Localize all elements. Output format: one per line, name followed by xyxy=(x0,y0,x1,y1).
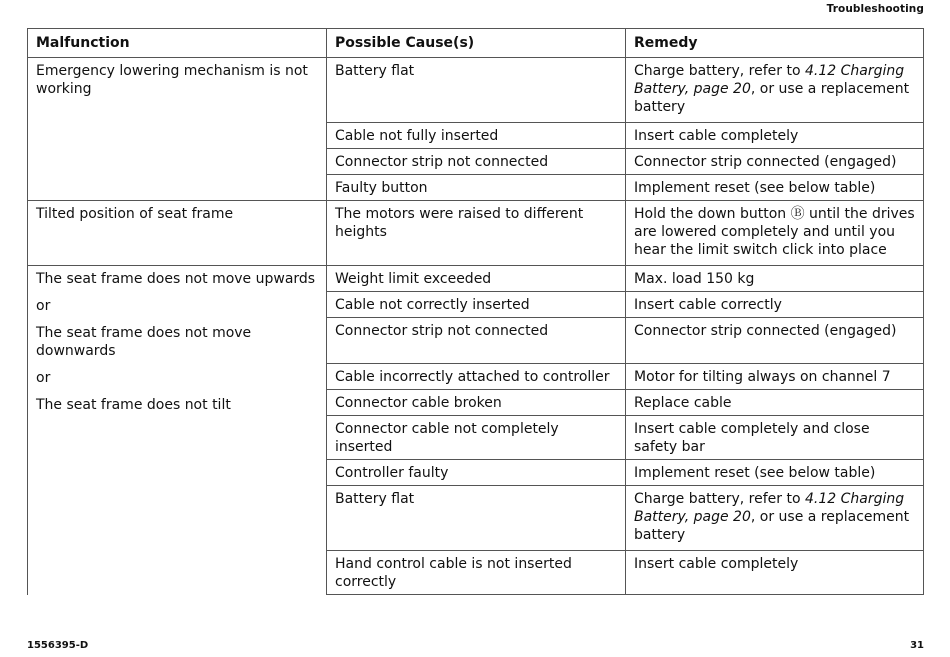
malfunction-cell xyxy=(28,58,327,201)
cause-cell: Battery flat xyxy=(327,58,626,123)
remedy-cell: Charge battery, refer to 4.12 Charging Battery, page 20, or use a replacement battery xyxy=(626,58,924,123)
cause-cell: Cable incorrectly attached to controller xyxy=(327,364,626,390)
column-header-causes: Possible Cause(s) xyxy=(327,29,626,58)
cause-cell: Battery flat xyxy=(327,486,626,551)
cause-cell: Connector cable not completely inserted xyxy=(327,416,626,460)
remedy-cell: Insert cable correctly xyxy=(626,292,924,318)
section-header: Troubleshooting xyxy=(826,3,924,15)
remedy-cell: Motor for tilting always on channel 7 xyxy=(626,364,924,390)
remedy-cell: Replace cable xyxy=(626,390,924,416)
cause-cell: Weight limit exceeded xyxy=(327,266,626,292)
cause-cell: Cable not correctly inserted xyxy=(327,292,626,318)
cause-cell: The motors were raised to different heights xyxy=(327,201,626,266)
malfunction-text: Emergency lowering mechanism is not working xyxy=(36,63,308,97)
column-header-malfunction: Malfunction xyxy=(28,29,327,58)
troubleshooting-table xyxy=(27,28,924,595)
cause-cell: Cable not fully inserted xyxy=(327,123,626,149)
malfunction-text: The seat frame does not move upwards xyxy=(36,271,316,287)
table-row xyxy=(28,266,924,292)
cause-cell: Controller faulty xyxy=(327,460,626,486)
remedy-cell: Hold the down button Ⓑ until the drives are lowered completely and until you hear the limit switch click into place xyxy=(626,201,924,266)
remedy-cell: Max. load 150 kg xyxy=(626,266,924,292)
malfunction-or: or xyxy=(36,298,51,314)
remedy-cell: Insert cable completely xyxy=(626,123,924,149)
cause-cell: Hand control cable is not inserted correctly xyxy=(327,551,626,595)
document-number: 1556395-D xyxy=(27,640,89,651)
remedy-cell: Insert cable completely and close safety bar xyxy=(626,416,924,460)
remedy-cell: Implement reset (see below table) xyxy=(626,175,924,201)
cause-cell: Faulty button xyxy=(327,175,626,201)
remedy-cell: Insert cable completely xyxy=(626,551,924,595)
malfunction-text: The seat frame does not move downwards xyxy=(36,325,252,359)
cause-cell: Connector strip not connected xyxy=(327,318,626,364)
column-header-remedy: Remedy xyxy=(626,29,924,58)
cross-reference: 4.12 Charging Battery, page 20 xyxy=(634,491,905,525)
table-row xyxy=(28,58,924,123)
table-row xyxy=(28,201,924,266)
cross-reference: 4.12 Charging Battery, page 20 xyxy=(634,63,905,97)
malfunction-cell: Tilted position of seat frame xyxy=(28,201,327,266)
remedy-cell: Implement reset (see below table) xyxy=(626,460,924,486)
page-number: 31 xyxy=(910,640,924,651)
remedy-cell: Charge battery, refer to 4.12 Charging Battery, page 20, or use a replacement battery xyxy=(626,486,924,551)
malfunction-or: or xyxy=(36,370,51,386)
malfunction-cell xyxy=(28,266,327,595)
malfunction-text: The seat frame does not tilt xyxy=(36,397,231,413)
table-header-row xyxy=(28,29,924,58)
cause-cell: Connector strip not connected xyxy=(327,149,626,175)
remedy-cell: Connector strip connected (engaged) xyxy=(626,318,924,364)
cause-cell: Connector cable broken xyxy=(327,390,626,416)
remedy-cell: Connector strip connected (engaged) xyxy=(626,149,924,175)
